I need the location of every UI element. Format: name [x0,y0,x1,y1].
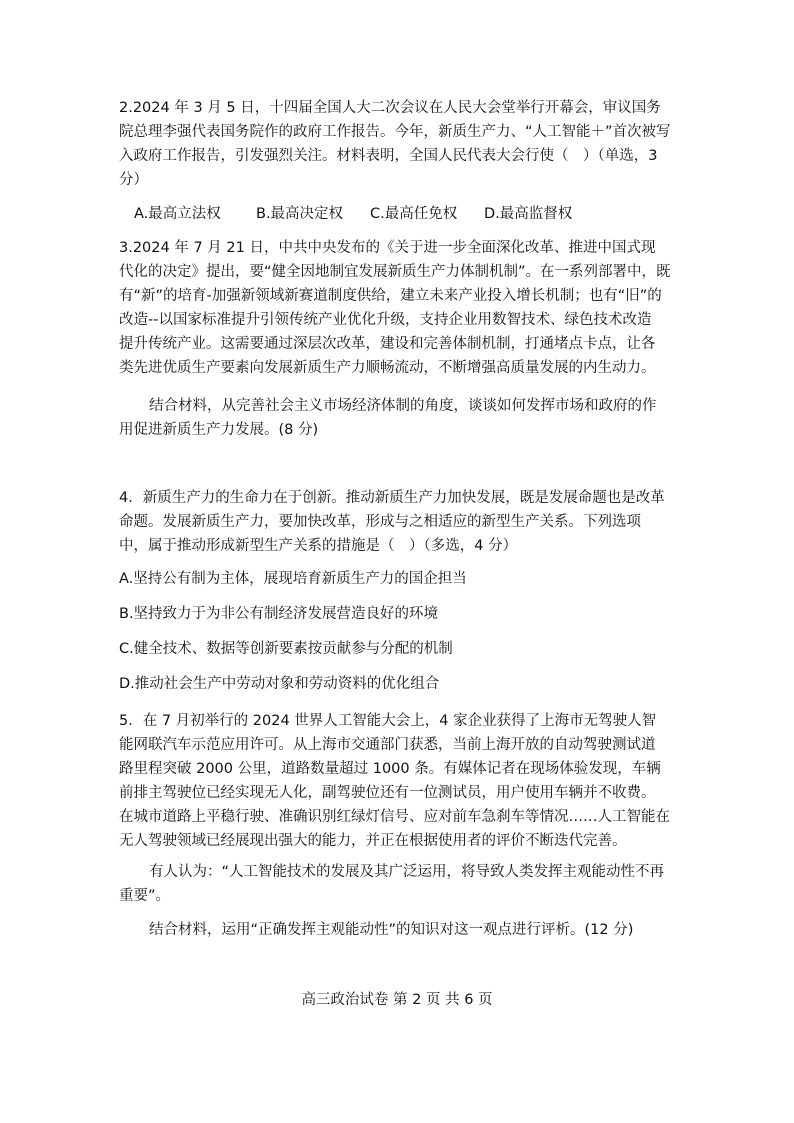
question-5-viewpoint [119,860,675,908]
question-5-task: 结合材料，运用“正确发挥主观能动性”的知识对这一观点进行评析。(12 分) [149,922,634,938]
q2-option-d: D.最高监督权 [484,206,573,222]
q2-option-a: A.最高立法权 [134,206,221,222]
q3-task-line: 用促进新质生产力发展。(8 分) [119,422,319,438]
q3-line: 3.2024 年 7 月 21 日，中共中央发布的《关于进一步全面深化改革、推进中国式现 [119,240,656,256]
page-footer: 高三政治试卷 第 2 页 共 6 页 [301,992,493,1008]
q4-line: 中，属于推动形成新型生产关系的措施是（ ）（多选，4 分） [119,538,518,554]
q2-line: 院总理李强代表国务院作的政府工作报告。今年，新质生产力、“人工智能＋”首次被写 [119,124,671,140]
q2-option-b: B.最高决定权 [256,206,344,222]
q3-line: 改造--以国家标准提升引领传统产业优化升级，支持企业用数智技术、绿色技术改造 [119,312,652,328]
q5-view-line: 重要”。 [119,888,171,904]
q3-line: 代化的决定》提出，要“健全因地制宜发展新质生产力体制机制”。在一系列部署中，既 [119,264,671,280]
q5-line: 路里程突破 2000 公里，道路数量超过 1000 条。有媒体记者在现场体验发现，车辆 [119,761,661,777]
q4-line: 4．新质生产力的生命力在于创新。推动新质生产力加快发展，既是发展命题也是改革 [119,490,665,506]
question-2-options [134,202,654,226]
question-3-material [119,236,675,380]
q2-line: 入政府工作报告，引发强烈关注。材料表明，全国人民代表大会行使（ ）（单选，3 [119,148,658,164]
q2-option-c: C.最高任免权 [370,206,458,222]
question-5-material [119,709,675,853]
q5-view-line: 有人认为：“人工智能技术的发展及其广泛运用，将导致人类发挥主观能动性不再 [149,864,665,880]
q5-line: 无人驾驶领域已经展现出强大的能力，并正在根据使用者的评价不断迭代完善。 [119,833,627,849]
question-3-task [119,394,675,442]
q3-task-line: 结合材料，从完善社会主义市场经济体制的角度，谈谈如何发挥市场和政府的作 [149,398,657,414]
question-4-stem [119,486,675,558]
q5-line: 能网联汽车示范应用许可。从上海市交通部门获悉，当前上海开放的自动驾驶测试道 [119,737,656,753]
q4-line: 命题。发展新质生产力，要加快改革，形成与之相适应的新型生产关系。下列选项 [119,514,641,530]
q4-option-c: C.健全技术、数据等创新要素按贡献参与分配的机制 [119,641,453,657]
q3-line: 有“新”的培育-加强新领域新赛道制度供给，建立未来产业投入增长机制；也有“旧”的 [119,288,662,304]
q5-line: 5．在 7 月初举行的 2024 世界人工智能大会上，4 家企业获得了上海市无驾驶人智 [119,713,657,729]
q3-line: 类先进优质生产要素向发展新质生产力顺畅流动，不断增强高质量发展的内生动力。 [119,360,656,376]
q2-line: 2.2024 年 3 月 5 日，十四届全国人大二次会议在人民大会堂举行开幕会，审议国务 [119,100,661,116]
q4-option-d: D.推动社会生产中劳动对象和劳动资料的优化组合 [119,676,440,692]
q3-line: 提升传统产业。这需要通过深层次改革，建设和完善体制机制，打通堵点卡点，让各 [119,336,656,352]
q5-line: 在城市道路上平稳行驶、准确识别红绿灯信号、应对前车急刹车等情况……人工智能在 [119,809,670,825]
question-2-stem [119,96,675,192]
q4-option-a: A.坚持公有制为主体，展现培育新质生产力的国企担当 [119,571,467,587]
q2-line: 分） [119,172,148,188]
q5-line: 前排主驾驶位已经实现无人化，副驾驶位还有一位测试员，用户使用车辆并不收费。 [119,785,656,801]
q4-option-b: B.坚持致力于为非公有制经济发展营造良好的环境 [119,606,439,622]
